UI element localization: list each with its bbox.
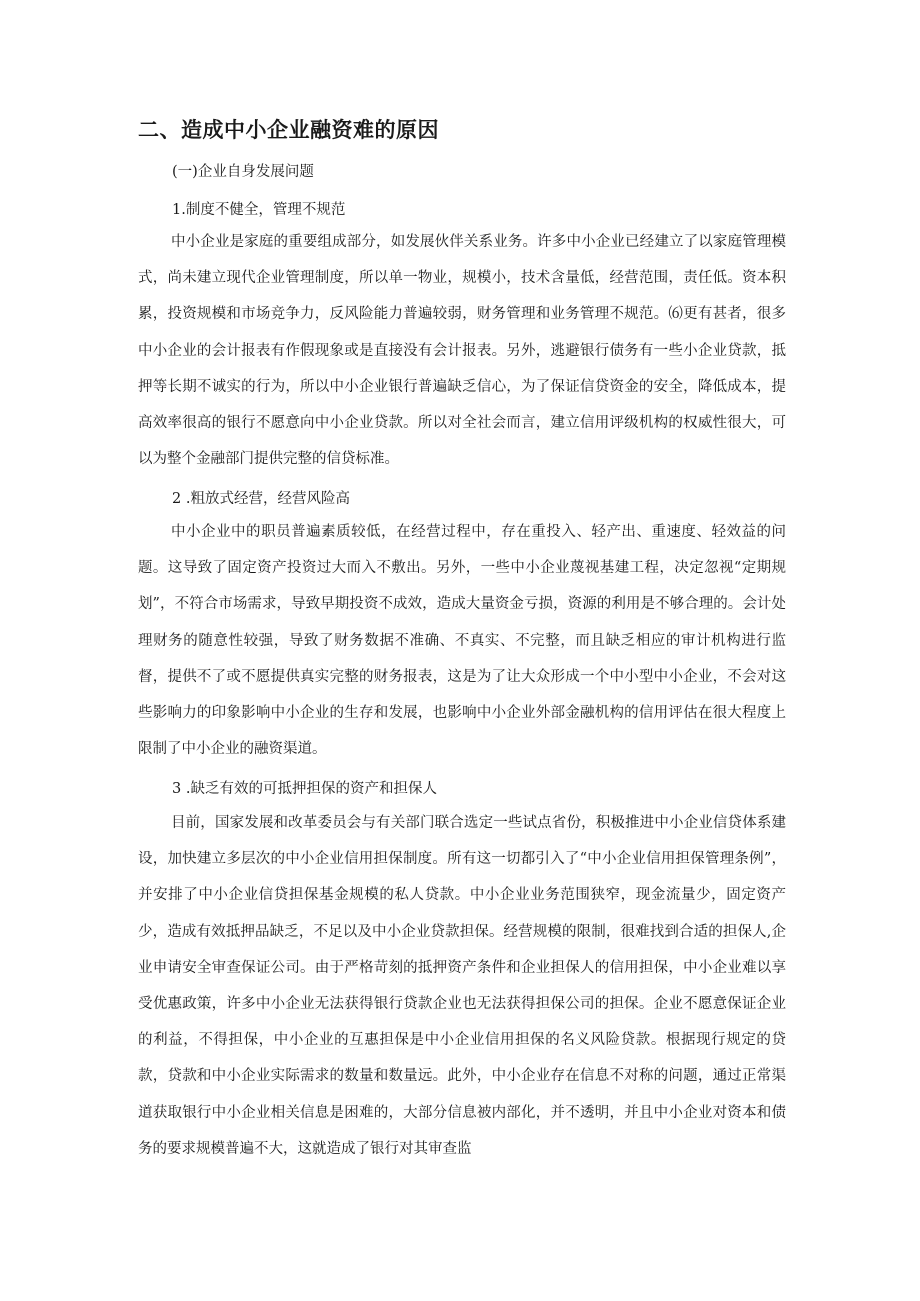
item-1-paragraph: 中小企业是家庭的重要组成部分，如发展伙伴关系业务。许多中小企业已经建立了以家庭管理模式，尚未建立现代企业管理制度，所以单一物业，规模小，技术含量低，经营范围，责任低。资本积累，投资规模和市场竞争力，反风险能力普遍较弱，财务管理和业务管理不规范。⑹更有甚者，很多中小企业的会计报表有作假现象或是直接没有会计报表。另外，逃避银行债务有一些小企业贷款，抵押等长期不诚实的行为，所以中小企业银行普遍缺乏信心，为了保证信贷资金的安全，降低成本，提高效率很高的银行不愿意向中小企业贷款。所以对全社会而言，建立信用评级机构的权威性很大，可以为整个金融部门提供完整的信贷标准。 — [138, 234, 786, 468]
item-1-heading: 1.制度不健全，管理不规范 — [172, 202, 346, 218]
item-3-heading: 3 .缺乏有效的可抵押担保的资产和担保人 — [172, 781, 437, 797]
item-2-paragraph: 中小企业中的职员普遍素质较低，在经营过程中，存在重投入、轻产出、重速度、轻效益的问题。这导致了固定资产投资过大而入不敷出。另外，一些中小企业蔑视基建工程，决定忽视“定期规划”，不符合市场需求，导致早期投资不成效，造成大量资金亏损，资源的利用是不够合理的。会计处理财务的随意性较强，导致了财务数据不准确、不真实、不完整，而且缺乏相应的审计机构进行监督，提供不了或不愿提供真实完整的财务报表，这是为了让大众形成一个中小型中小企业，不会对这些影响力的印象影响中小企业的生存和发展，也影响中小企业外部金融机构的信用评估在很大程度上限制了中小企业的融资渠道。 — [138, 524, 786, 758]
item-2-heading: 2 .粗放式经营，经营风险高 — [172, 491, 350, 507]
section-title: 二、造成中小企业融资难的原因 — [138, 118, 439, 142]
subsection-heading: (一)企业自身发展问题 — [172, 164, 314, 180]
item-3-paragraph: 目前，国家发展和改革委员会与有关部门联合选定一些试点省份，积极推进中小企业信贷体系建设，加快建立多层次的中小企业信用担保制度。所有这一切都引入了“中小企业信用担保管理条例”，并安排了中小企业信贷担保基金规模的私人贷款。中小企业业务范围狭窄，现金流量少，固定资产少，造成有效抵押品缺乏，不足以及中小企业贷款担保。经营规模的限制，很难找到合适的担保人,企业申请安全审查保证公司。由于严格苛刻的抵押资产条件和企业担保人的信用担保，中小企业难以享受优惠政策，许多中小企业无法获得银行贷款企业也无法获得担保公司的担保。企业不愿意保证企业的利益，不得担保，中小企业的互惠担保是中小企业信用担保的名义风险贷款。根据现行规定的贷款，贷款和中小企业实际需求的数量和数量远。此外，中小企业存在信息不对称的问题，通过正常渠道获取银行中小企业相关信息是困难的，大部分信息被内部化，并不透明，并且中小企业对资本和债务的要求规模普遍不大，这就造成了银行对其审查监 — [138, 815, 786, 1157]
